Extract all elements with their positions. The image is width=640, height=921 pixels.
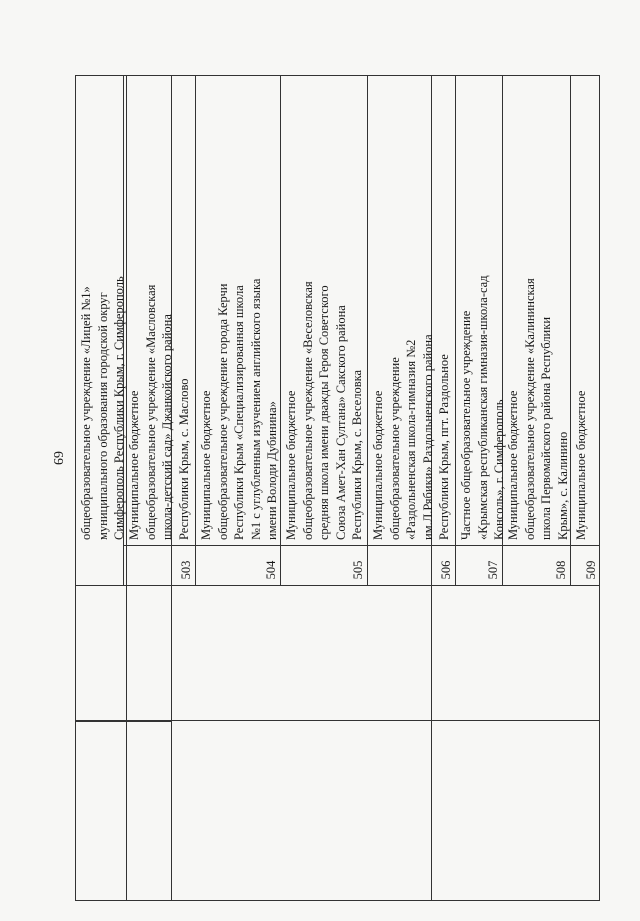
row-number: 507 [486, 560, 500, 580]
organization-name-line: Республики Крым, с. Веселовка [350, 369, 364, 540]
organization-name [370, 334, 453, 540]
row-number: 503 [179, 560, 193, 580]
organization-name-line: «Крымская республиканская гимназия-школа-сад [475, 275, 490, 540]
organization-name-line: «Раздольненская школа-гимназия №2 [404, 339, 418, 540]
organization-name-line: Муниципальное бюджетное [127, 390, 141, 540]
organization-name [458, 275, 508, 540]
organization-name-line: общеобразовательное учреждение «Веселовская [300, 281, 315, 540]
row-divider [367, 75, 368, 586]
row-divider [455, 75, 456, 586]
organization-name-line: им.Л.Рябики» Раздольненского района [420, 334, 435, 540]
organization-name-line: школа Первомайского района Республики [539, 316, 553, 540]
column-divider [123, 545, 600, 546]
row-number: 506 [439, 560, 453, 580]
organization-name-line: Муниципальное бюджетное [574, 390, 588, 540]
organization-name-line: общеобразовательное учреждение [387, 357, 402, 540]
organization-name-line: общеобразовательное учреждение «Масловская [143, 284, 158, 540]
organization-name-line: общеобразовательное учреждение «Лицей №1» [79, 286, 93, 540]
organization-name-line: Крым», с. Калинино [555, 431, 570, 540]
row-number: 504 [264, 560, 278, 580]
row-divider [195, 75, 196, 586]
organization-name [198, 279, 281, 540]
organization-name [283, 281, 366, 540]
organization-name-line: Частное общеобразовательное учреждение [459, 310, 473, 540]
organization-name-line: имени Володи Дубинина» [265, 401, 279, 540]
organization-name [573, 391, 590, 540]
organization-name-line: Республики Крым, с. Маслово [176, 378, 191, 540]
organization-name-line: Муниципальное бюджетное [284, 390, 298, 540]
organization-name-line: общеобразовательное учреждение «Калининская [522, 278, 537, 540]
organization-name [78, 276, 128, 540]
organization-name-line: Республики Крым «Специализированная школа [232, 285, 246, 540]
organization-name-line: Союза Амет-Хан Султана» Сакского района [333, 305, 348, 540]
organization-name-line: общеобразовательное учреждение города Керчи [215, 283, 230, 540]
row-number: 509 [584, 560, 598, 580]
page-number: 69 [50, 451, 65, 465]
row-divider [76, 721, 171, 722]
organization-name [505, 278, 571, 540]
column-divider [75, 585, 600, 586]
organization-name-line: №1 с углубленным изучением английского языка [248, 278, 263, 540]
organization-name-line: Республики Крым, пгт. Раздольное [437, 354, 451, 540]
organization-name-line: Симферополь Республики Крым, г. Симферополь [112, 276, 126, 540]
organization-name [126, 285, 192, 540]
row-number: 508 [554, 560, 568, 580]
organization-name-line: средняя школа имени дважды Героя Советского [317, 285, 331, 540]
organization-name-line: Муниципальное бюджетное [506, 390, 520, 540]
organization-name-line: школа-детский сад» Джанкойского района [160, 314, 174, 540]
organization-name-line: Муниципальное бюджетное [199, 390, 213, 540]
organization-name-line: муниципального образования городской округ [95, 292, 110, 540]
organization-name-line: Муниципальное бюджетное [371, 390, 385, 540]
organization-name-line: Консоль», г. Симферополь [492, 399, 506, 540]
row-number: 505 [351, 560, 365, 580]
column-divider [75, 720, 600, 721]
